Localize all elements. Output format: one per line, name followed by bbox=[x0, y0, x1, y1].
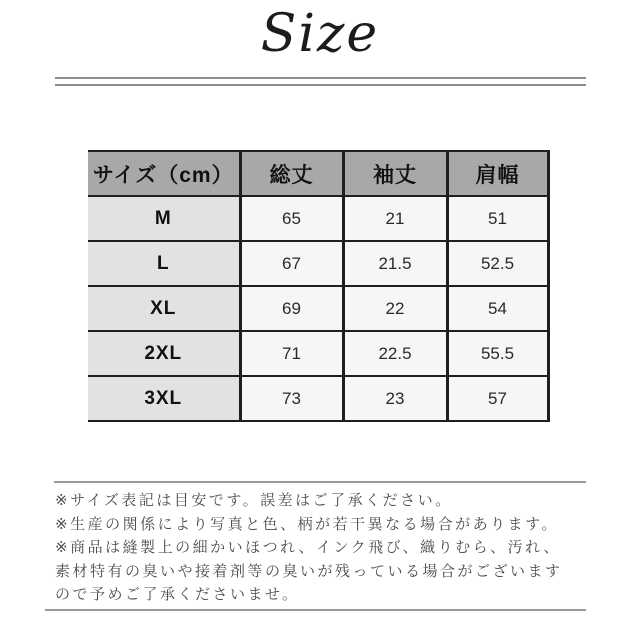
size-chart-section bbox=[88, 150, 550, 422]
table-header-row bbox=[88, 151, 548, 196]
title-divider-double-line bbox=[55, 77, 586, 86]
value-cell: 21.5 bbox=[343, 241, 447, 286]
note-line: ので予めご了承くださいませ。 bbox=[55, 586, 300, 603]
note-line: 素材特有の臭いや接着剤等の臭いが残っている場合がございます bbox=[55, 562, 563, 580]
note-line: ※サイズ表記は目安です。誤差はご了承ください。 bbox=[55, 492, 453, 509]
header-cell-shoulder-width: 肩幅 bbox=[447, 151, 548, 196]
table-row bbox=[88, 331, 548, 376]
table-row bbox=[88, 376, 548, 421]
value-cell: 54 bbox=[447, 286, 548, 331]
value-cell: 21 bbox=[343, 196, 447, 241]
note-line: ※商品は縫製上の細かいほつれ、インク飛び、織りむら、汚れ、 bbox=[55, 539, 561, 556]
value-cell: 69 bbox=[240, 286, 343, 331]
size-cell: 3XL bbox=[88, 376, 240, 421]
page-title: Size bbox=[260, 4, 380, 64]
note-line: ※生産の関係により写真と色、柄が若干異なる場合があります。 bbox=[55, 515, 559, 533]
value-cell: 22 bbox=[343, 286, 447, 331]
size-cell: XL bbox=[88, 286, 240, 331]
bottom-divider-line bbox=[45, 609, 586, 611]
value-cell: 23 bbox=[343, 376, 447, 421]
value-cell: 52.5 bbox=[447, 241, 548, 286]
value-cell: 22.5 bbox=[343, 331, 447, 376]
value-cell: 67 bbox=[240, 241, 343, 286]
size-cell: M bbox=[88, 196, 240, 241]
table-row bbox=[88, 196, 548, 241]
value-cell: 55.5 bbox=[447, 331, 548, 376]
size-chart-table bbox=[88, 150, 550, 422]
header-cell-sleeve-length: 袖丈 bbox=[343, 151, 447, 196]
value-cell: 71 bbox=[240, 331, 343, 376]
notes-top-divider-line bbox=[54, 481, 586, 483]
value-cell: 57 bbox=[447, 376, 548, 421]
value-cell: 65 bbox=[240, 196, 343, 241]
header-cell-size: サイズ（cm） bbox=[88, 151, 240, 196]
size-cell: 2XL bbox=[88, 331, 240, 376]
size-cell: L bbox=[88, 241, 240, 286]
notes-section bbox=[55, 489, 603, 607]
value-cell: 73 bbox=[240, 376, 343, 421]
header-cell-total-length: 総丈 bbox=[240, 151, 343, 196]
table-row bbox=[88, 286, 548, 331]
table-row bbox=[88, 241, 548, 286]
value-cell: 51 bbox=[447, 196, 548, 241]
